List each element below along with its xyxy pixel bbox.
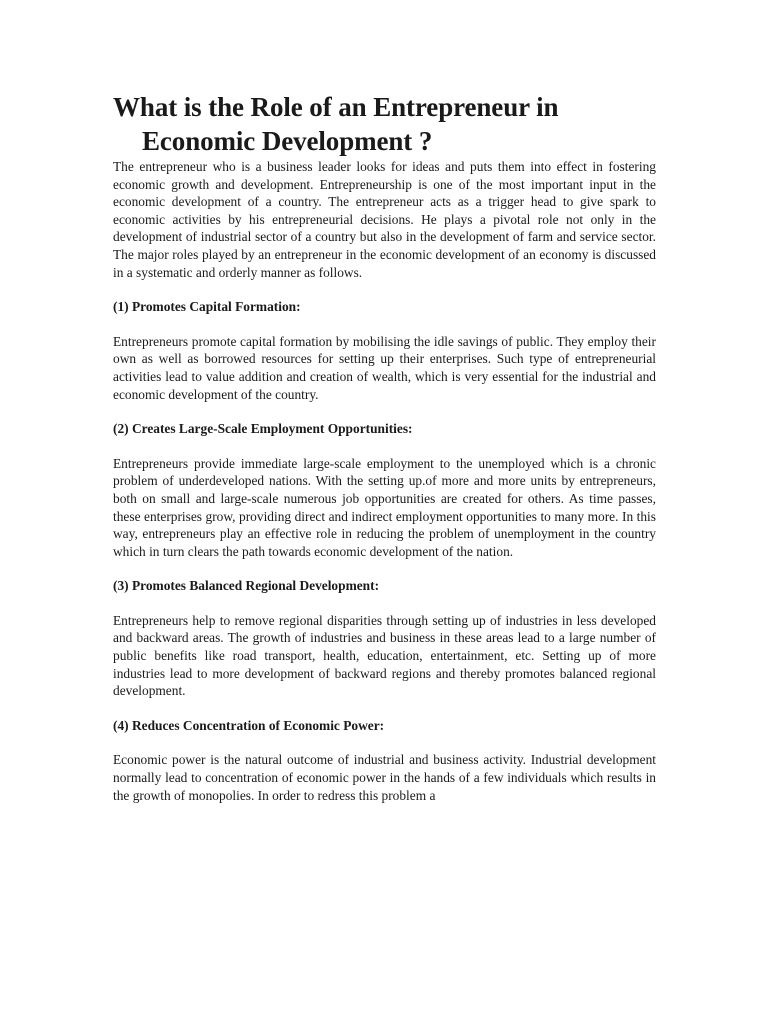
- section-heading-3: (3) Promotes Balanced Regional Development:: [113, 578, 380, 594]
- section-body-4: Economic power is the natural outcome of industrial and business activity. Industrial development normally lead to concentration of economic power in the hands of a few individuals which results in the growth of monopolies. In order to redress this problem a: [113, 752, 656, 803]
- section-heading-2: (2) Creates Large-Scale Employment Opportunities:: [113, 421, 413, 437]
- document-page: [113, 90, 656, 804]
- section-heading-4: (4) Reduces Concentration of Economic Power:: [113, 717, 385, 733]
- intro-paragraph: The entrepreneur who is a business leader looks for ideas and puts them into effect in fostering economic growth and development. Entrepreneurship is one of the most important input in the economic development of a country. The entrepreneur acts as a trigger head to give spark to economic activities by his entrepreneurial decisions. He plays a pivotal role not only in the development of industrial sector of a country but also in the development of farm and service sector. The major roles played by an entrepreneur in the economic development of an economy is discussed in a systematic and orderly manner as follows.: [113, 159, 656, 280]
- document-title: What is the Role of an Entrepreneur in Economic Development ?: [113, 92, 559, 156]
- section-body-2: Entrepreneurs provide immediate large-scale employment to the unemployed which is a chronic problem of underdeveloped nations. With the setting up.of more and more units by entrepreneurs, both on small and large-scale numerous job opportunities are created for others. As time passes, these enterprises grow, providing direct and indirect employment opportunities to many more. In this way, entrepreneurs play an effective role in reducing the problem of unemployment in the country which in turn clears the path towards economic development of the nation.: [113, 455, 656, 559]
- section-heading-1: (1) Promotes Capital Formation:: [113, 299, 301, 315]
- section-body-3: Entrepreneurs help to remove regional disparities through setting up of industries in less developed and backward areas. The growth of industries and business in these areas lead to a large number of public benefits like road transport, health, education, entertainment, etc. Setting up of more industries lead to more development of backward regions and thereby promotes balanced regional development.: [113, 612, 656, 699]
- section-body-1: Entrepreneurs promote capital formation by mobilising the idle savings of public. They employ their own as well as borrowed resources for setting up their enterprises. Such type of entrepreneurial activities lead to value addition and creation of wealth, which is very essential for the industrial and economic development of the country.: [113, 333, 656, 402]
